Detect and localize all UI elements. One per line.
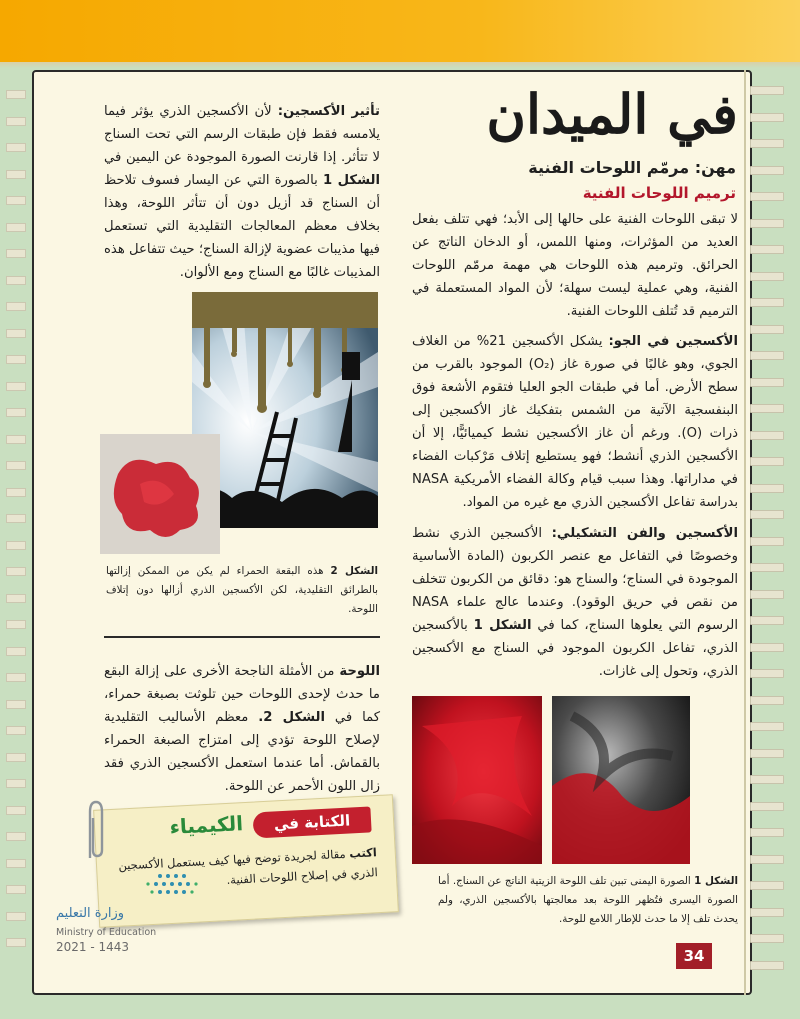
notepad-tab	[750, 855, 784, 864]
notepad-tab-left	[6, 355, 26, 364]
notepad-tab-left	[6, 753, 26, 762]
notepad-tab	[750, 590, 784, 599]
notepad-tab-left	[6, 196, 26, 205]
notepad-tab	[750, 457, 784, 466]
figure-reference: الشكل 1	[322, 173, 380, 188]
caption-label: الشكل 2	[330, 565, 379, 577]
paragraph-lead: اللوحة	[339, 664, 380, 679]
notepad-tab	[750, 722, 784, 731]
paragraph-text: من الأمثلة الناجحة الأخرى على إزالة البقع ما حدث لإحدى اللوحات حين تلوثت بصبغة حمراء، كما في	[104, 664, 380, 725]
notepad-tab-left	[6, 779, 26, 788]
notepad-tab	[750, 298, 784, 307]
ministry-name-en: Ministry of Education	[56, 927, 157, 938]
notepad-tab	[750, 219, 784, 228]
notepad-tab	[750, 484, 784, 493]
notepad-tab-left	[6, 329, 26, 338]
prompt-body: مقالة لجريدة توضح فيها كيف يستعمل الأكسجين الذري في إصلاح اللوحات الفنية.	[118, 846, 379, 888]
right-paragraph-2	[412, 330, 738, 514]
caption-text: هذه البقعة الحمراء لم يكن من الممكن إزالتها بالطرائق التقليدية، لكن الأكسجين الذري أزالها دون إتلاف اللوحة.	[106, 565, 378, 615]
notepad-tab	[750, 351, 784, 360]
notepad-tab-left	[6, 885, 26, 894]
paragraph-text: معظم الأساليب التقليدية لإصلاح اللوحة تؤدي إلى امتزاج الصبغة الحمراء بالقماش. أما عندما استعمل الأكسجين الذري فقد زال اللون الأحمر عن اللوحة.	[104, 710, 380, 794]
notepad-tab	[750, 139, 784, 148]
top-banner	[0, 0, 800, 62]
paragraph-text: الأكسجين الذري نشط وخصوصًا في التفاعل مع عنصر الكربون (المادة الأساسية الموجودة في السناج؛ والسناج هو: دقائق من الكربون تتخلف من نقص في حريق الوقود). وعندما عالج علماء NASA الرسوم التي يعلوها السناج، كما في	[412, 526, 738, 633]
left-paragraph-2	[104, 660, 380, 798]
figure-reference: الشكل 1	[473, 618, 532, 633]
banner-shadow	[0, 62, 800, 68]
notepad-tab-left	[6, 567, 26, 576]
paragraph-text: لأن الأكسجين الذري يؤثر فيما يلامسه فقط فإن طبقات الرسم التي تحت السناج لا تتأثر. إذا قارنت الصورة الموجودة عن اليمين في	[104, 104, 380, 165]
figure-1-restored-painting	[552, 696, 690, 864]
notepad-tab	[750, 881, 784, 890]
ministry-name: وزارة التعليم	[56, 906, 125, 921]
notepad-tab-left	[6, 726, 26, 735]
figure-reference: الشكل 2.	[258, 710, 326, 725]
notepad-tab-left	[6, 700, 26, 709]
paragraph-text: بالأكسجين الذري، تفاعل الكربون الموجود في السناج مع الأكسجين الذري، وتحول إلى غازات.	[412, 618, 738, 679]
notepad-tab-left	[6, 382, 26, 391]
notepad-tab-left	[6, 647, 26, 656]
notepad-tab-left	[6, 541, 26, 550]
notepad-tab-left	[6, 223, 26, 232]
notepad-tab	[750, 775, 784, 784]
notepad-tab-left	[6, 170, 26, 179]
notepad-tab	[750, 245, 784, 254]
notepad-tab-left	[6, 620, 26, 629]
page-number: 34	[676, 943, 712, 969]
caption-label: الشكل 1	[694, 875, 739, 887]
notepad-tab-left	[6, 90, 26, 99]
figure-1-caption	[438, 872, 738, 929]
notepad-tab-left	[6, 408, 26, 417]
notepad-tab	[750, 537, 784, 546]
edition-year: 2021 - 1443	[56, 940, 130, 954]
notepad-tab	[750, 908, 784, 917]
notepad-tab-left	[6, 143, 26, 152]
notepad-tab	[750, 828, 784, 837]
subject-label: الكيمياء	[169, 811, 244, 839]
notepad-tab	[750, 669, 784, 678]
left-paragraph-1	[104, 100, 380, 284]
notepad-tab-left	[6, 276, 26, 285]
notepad-tab	[750, 563, 784, 572]
notepad-tab-left	[6, 514, 26, 523]
notepad-tab	[750, 404, 784, 413]
notepad-tab-left	[6, 912, 26, 921]
notepad-tab-left	[6, 302, 26, 311]
section-heading: ترميم اللوحات الفنية	[582, 184, 736, 202]
notepad-tab-left	[6, 806, 26, 815]
notepad-tab	[750, 510, 784, 519]
notepad-tab-left	[6, 488, 26, 497]
caption-divider	[104, 636, 380, 638]
right-paragraph-3	[412, 522, 738, 683]
page-title: في الميدان	[486, 82, 738, 146]
notepad-tab	[750, 325, 784, 334]
notepad-tab	[750, 378, 784, 387]
career-subtitle: مهن: مرمّم اللوحات الفنية	[528, 158, 736, 177]
notepad-tab-left	[6, 859, 26, 868]
notepad-tab	[750, 431, 784, 440]
notepad-tab	[750, 802, 784, 811]
notepad-tab-left	[6, 938, 26, 947]
notepad-tab-left	[6, 594, 26, 603]
notepad-tab	[750, 934, 784, 943]
paragraph-text: يشكل الأكسجين 21% من الغلاف الجوي، وهو غالبًا في صورة غاز (O₂) الموجود بالقرب من سطح الأرض. أما في طبقات الجو العليا فتقوم الأشعة فوق البنفسجية الآتية من الشمس بتفكيك غاز الأكسجين إلى ذرات (O). ورغم أن غاز الأكسجين نشط كيميائيًّا، إلا أن الأكسجين الذري أنشط؛ فهو يستطيع إتلاف مَرْكبات الفضاء في مداراتها. وهذا سبب قيام وكالة الفضاء الأمريكية NASA بدراسة تفاعل الأكسجين الذري مع غيره من المواد.	[412, 334, 738, 510]
paragraph-text: بالصورة التي عن اليسار فسوف تلاحظ أن السناج قد أزيل دون أن تتأثر اللوحة، وهذا بخلاف معظم المعالجات التقليدية التي تستعمل فيها مذيبات عضوية لإزالة السناج؛ حيث تتفاعل هذه المذيبات غالبًا مع السناج ومع الألوان.	[104, 173, 380, 280]
notepad-tab-left	[6, 249, 26, 258]
notepad-tab-left	[6, 435, 26, 444]
notepad-tab	[750, 272, 784, 281]
paperclip-icon	[84, 798, 106, 868]
paragraph-lead: الأكسجين والفن التشكيلي:	[551, 526, 738, 541]
writing-tag: الكتابة في	[252, 806, 371, 838]
notepad-tab	[750, 749, 784, 758]
notepad-tab	[750, 961, 784, 970]
figure-1-damaged-painting	[412, 696, 542, 864]
notepad-tab	[750, 86, 784, 95]
notepad-tab-left	[6, 117, 26, 126]
notepad-tab	[750, 643, 784, 652]
right-paragraph-1	[412, 208, 738, 323]
caption-text: الصورة اليمنى تبين تلف اللوحة الزيتية الناتج عن السناج. أما الصورة اليسرى فتُظهر اللوحة بعد معالجتها بالأكسجين الذري، ولم يحدث تلف إلا ما حدث للإطار اللامع للوحة.	[438, 875, 738, 925]
notepad-tab	[750, 166, 784, 175]
paragraph-lead: تأثير الأكسجين:	[277, 104, 380, 119]
prompt-lead: اكتب	[348, 845, 378, 861]
notepad-tab	[750, 192, 784, 201]
notepad-tab	[750, 696, 784, 705]
notepad-tab-left	[6, 673, 26, 682]
notepad-tab	[750, 616, 784, 625]
figure-2-caption	[106, 562, 378, 619]
paragraph-lead: الأكسجين في الجو:	[608, 334, 738, 349]
notepad-tab-left	[6, 832, 26, 841]
figure-2-red-stain	[100, 434, 220, 554]
notepad-tab-left	[6, 461, 26, 470]
paragraph-text: لا تبقى اللوحات الفنية على حالها إلى الأبد؛ فهي تتلف بفعل العديد من المؤثرات، ومنها اللمس، أو الدخان الناتج عن الحرائق. وترميم هذه اللوحات هي مهمة مرمّم اللوحات الفنية، وهي عملية ليست سهلة؛ لأن المواد المستعملة في الترميم قد تُتلف اللوحات الفنية.	[412, 212, 738, 319]
notepad-tab	[750, 113, 784, 122]
notepad-binding-line	[744, 70, 746, 995]
